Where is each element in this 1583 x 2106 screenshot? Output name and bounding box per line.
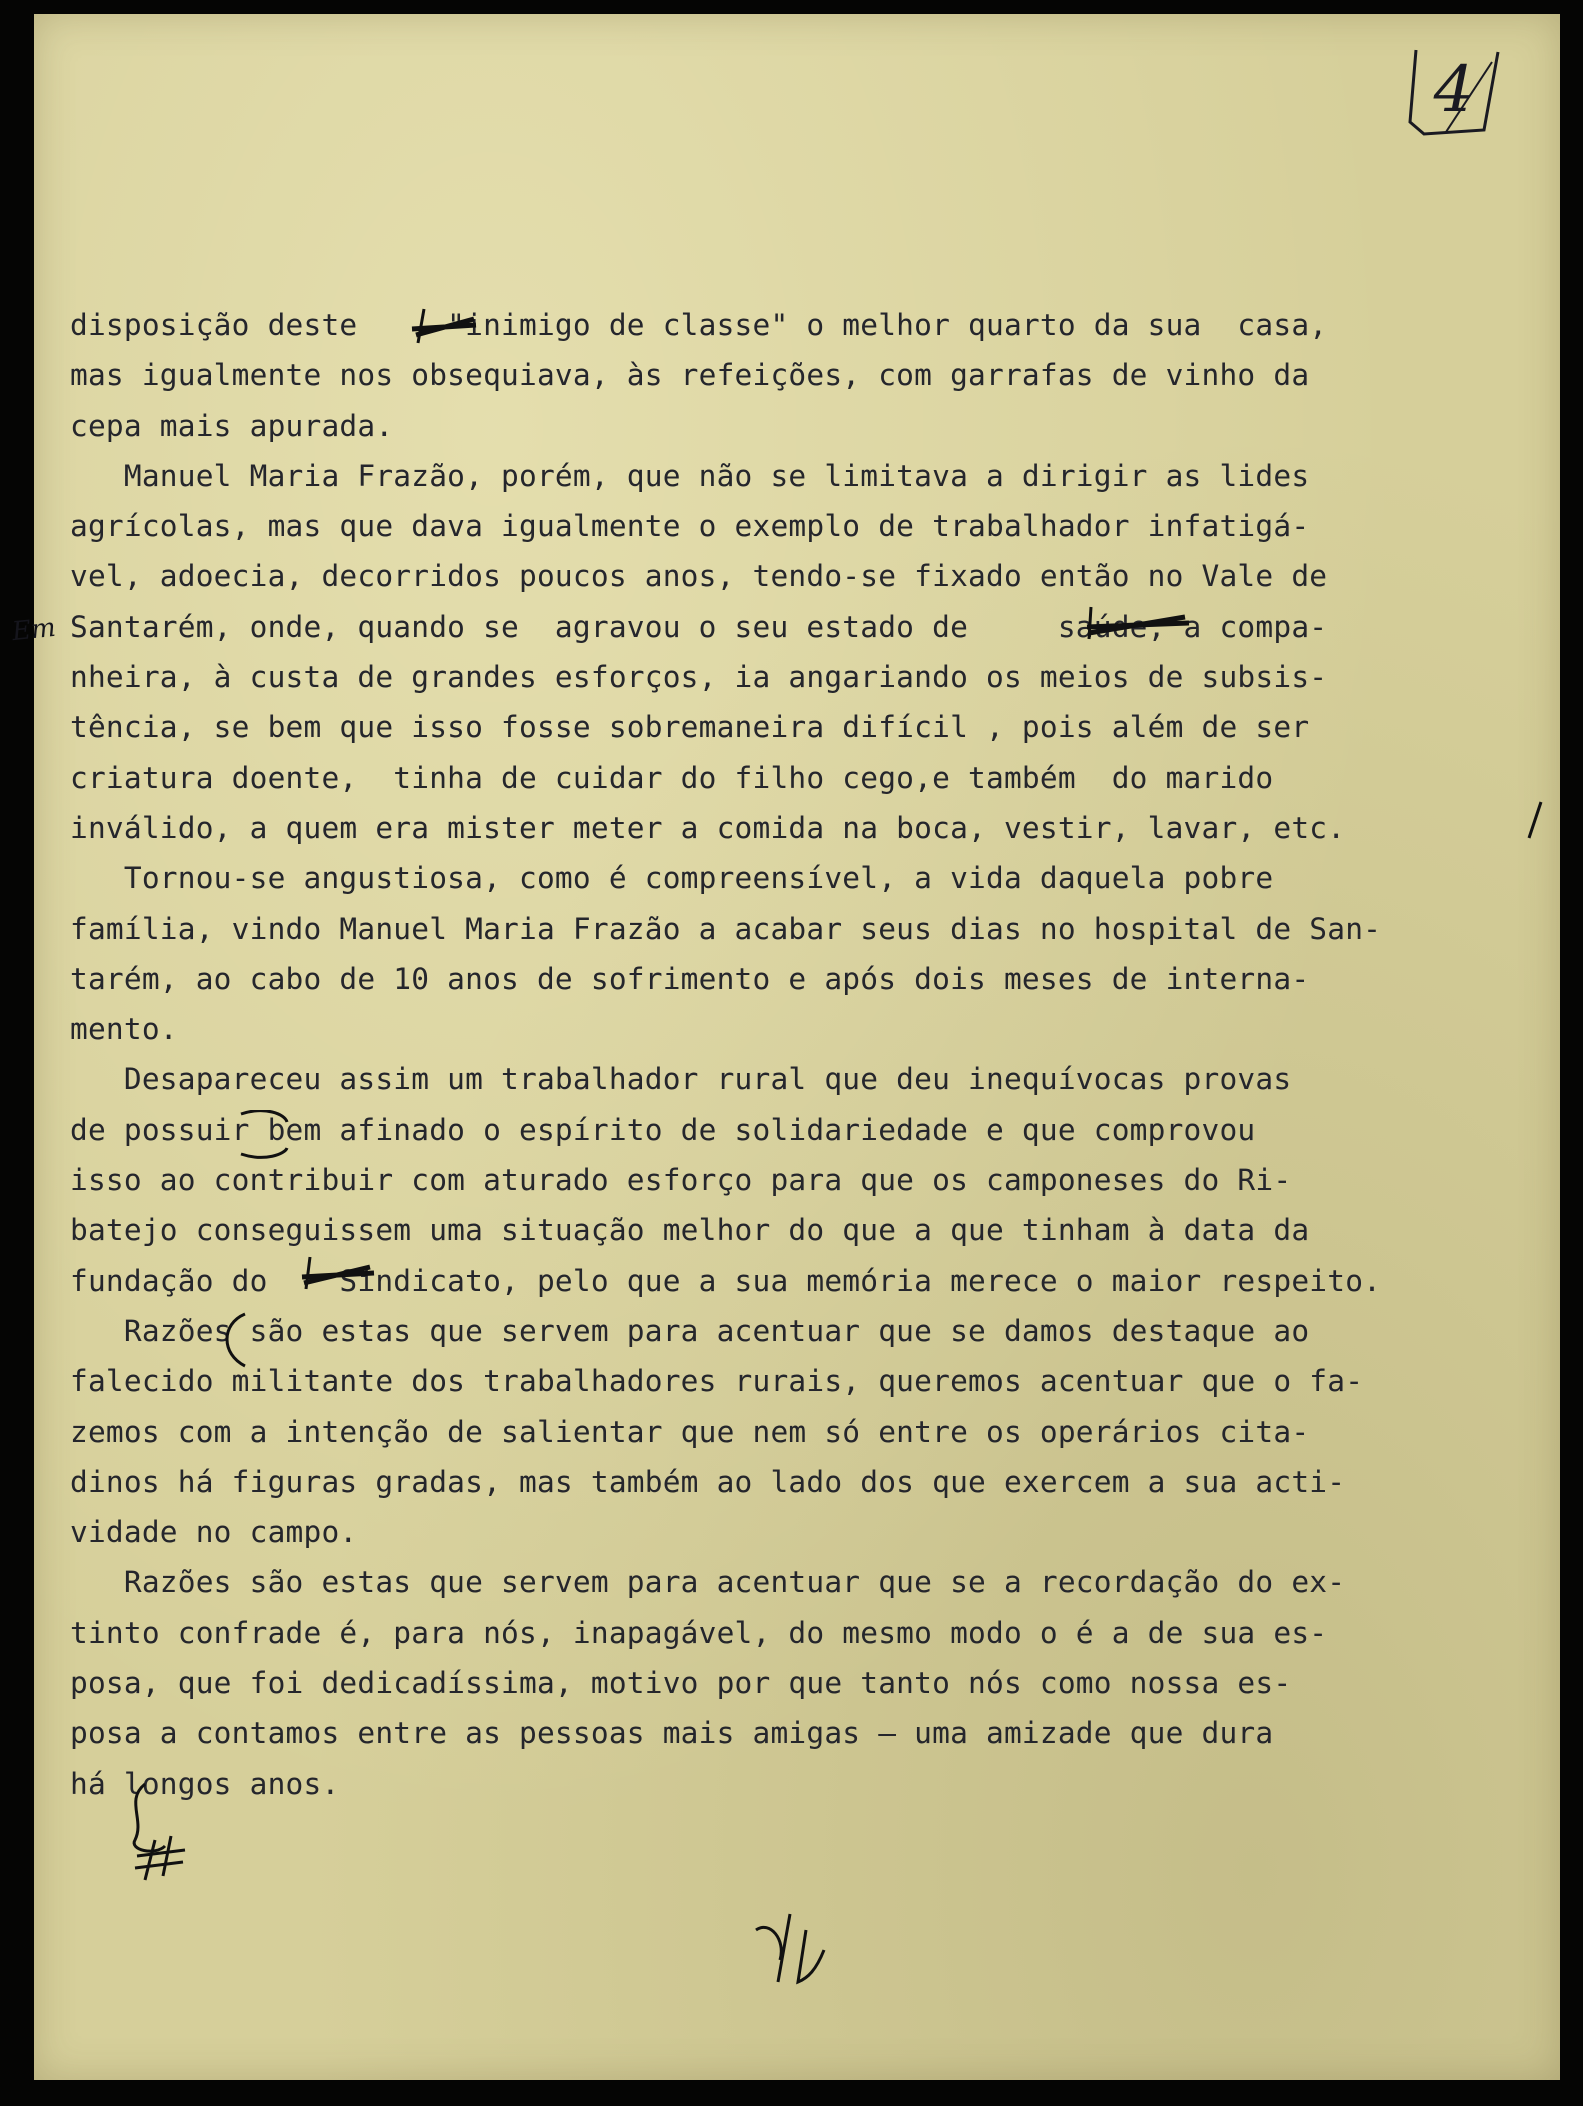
strikeout-mark-icon (410, 305, 480, 345)
text-line: cepa mais apurada. (70, 408, 394, 443)
text-line: disposição deste "inimigo de classe" o melhor quarto da sua casa, (70, 308, 1328, 342)
text-line: vidade no campo. (70, 1515, 358, 1550)
text-line: tinto confrade é, para nós, inapagável, do mesmo modo o é a de sua es- (70, 1615, 1328, 1650)
end-mark-icon (750, 1910, 830, 1990)
margin-note: Em (10, 612, 58, 648)
text-line: batejo conseguissem uma situação melhor do que a que tinham à data da (70, 1213, 1310, 1248)
faint-header-bleedthrough (589, 262, 979, 282)
text-line: posa a contamos entre as pessoas mais amigas — uma amizade que dura (70, 1716, 1274, 1751)
text-line: inválido, a quem era mister meter a comida na boca, vestir, lavar, etc. (70, 810, 1346, 845)
text-line: tarém, ao cabo de 10 anos de sofrimento e após dois meses de interna- (70, 961, 1310, 996)
text-line: mento. (70, 1012, 178, 1047)
page-number-frame-icon (1406, 42, 1502, 138)
text-line: tência, se bem que isso fosse sobremaneira difícil , pois além de ser (70, 710, 1310, 745)
text-line: Manuel Maria Frazão, porém, que não se limitava a dirigir as lides (70, 458, 1310, 493)
bracket-mark-icon (215, 1310, 255, 1370)
text-line: Razões são estas que servem para acentuar que se damos destaque ao (70, 1313, 1310, 1348)
text-line: mas igualmente nos obsequiava, às refeições, com garrafas de vinho da (70, 358, 1310, 393)
text-line: isso ao contribuir com aturado esforço para que os camponeses do Ri- (70, 1163, 1292, 1198)
text-line: de possuir bem afinado o espírito de solidariedade e que comprovou (70, 1112, 1256, 1147)
text-line: família, vindo Manuel Maria Frazão a acabar seus dias no hospital de San- (70, 911, 1382, 946)
text-line: nheira, à custa de grandes esforços, ia angariando os meios de subsis- (70, 660, 1328, 695)
text-line: fundação do Sindicato, pelo que a sua memória merece o maior respeito. (70, 1263, 1382, 1298)
hash-mark-icon (115, 1780, 195, 1890)
text-line: Tornou-se angustiosa, como é compreensível, a vida daquela pobre (70, 861, 1274, 896)
text-line: zemos com a intenção de salientar que nem só entre os operários cita- (70, 1414, 1310, 1449)
text-line: agrícolas, mas que dava igualmente o exemplo de trabalhador infatigá- (70, 509, 1310, 544)
text-line: Desapareceu assim um trabalhador rural que deu inequívocas provas (70, 1062, 1292, 1097)
typed-body-text (70, 300, 1495, 1809)
text-line: criatura doente, tinha de cuidar do filho cego,e também do marido (70, 760, 1274, 795)
text-line: falecido militante dos trabalhadores rurais, queremos acentuar que o fa- (70, 1364, 1364, 1399)
slash-mark-icon (1525, 800, 1545, 840)
bracket-mark-icon (235, 1110, 295, 1160)
text-line: vel, adoecia, decorridos poucos anos, tendo-se fixado então no Vale de (70, 559, 1328, 594)
text-line: Razões são estas que servem para acentuar que se a recordação do ex- (70, 1565, 1346, 1600)
page-number: 4 (1433, 53, 1475, 127)
text-line: posa, que foi dedicadíssima, motivo por que tanto nós como nossa es- (70, 1666, 1292, 1701)
text-line: há longos anos. (70, 1766, 340, 1801)
strikeout-mark-icon (300, 1255, 380, 1291)
text-line: Santarém, onde, quando se agravou o seu estado de saúde, a compa- (70, 609, 1328, 644)
strikeout-mark-icon (1085, 605, 1195, 641)
page-number-box (1406, 42, 1502, 138)
text-line: dinos há figuras gradas, mas também ao lado dos que exercem a sua acti- (70, 1464, 1346, 1499)
